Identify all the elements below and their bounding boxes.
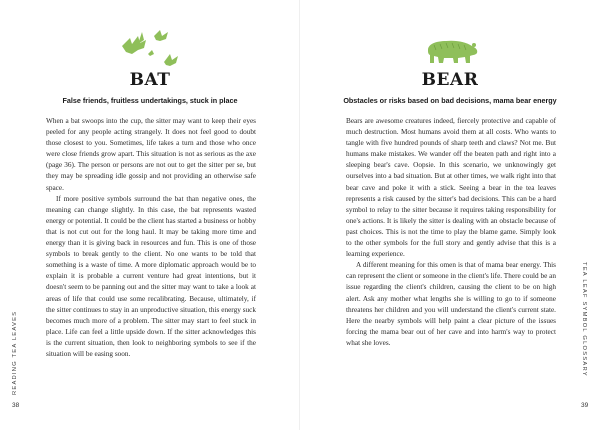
page-number: 38 <box>12 402 20 409</box>
body-paragraph: If more positive symbols surround the bat than negative ones, the meaning can change slightly. In this case, the bat represents wasted energy or potential. It could be the client has started a business or hobby that is not cut out for the long haul. It may be taking more time and energy than it is giving back in resources and fun. This is one of those symbols to break gently to the client. No one wants to be told that something is a waste of time. A more diplomatic approach would be to explain it is probable a current venture had great intentions, but it doesn't seem to be panning out and the sitter may want to take a look at areas of life that could use some recalibrating. Because, ultimately, if the sitter continues to stay in an unproductive situation, this energy suck becomes much more of a problem. The sitter may start to feel stuck in place. Life can feel a little upside down. If the sitter acknowledges this is the current situation, then look to neighboring symbols to see if the situation will be easing soon. <box>46 194 256 358</box>
page-number: 39 <box>581 402 589 409</box>
body-paragraph: A different meaning for this omen is that of mama bear energy. This can represent the client or someone in the client's life. There could be an issue regarding the client's children, causing the client to be on high alert. Ask any mother what lengths she is willing to go to if someone threatens her children and you will understand the client's current state. Here the nearby symbols will help paint a clear picture of the issues forcing the mama bear out of her cave and into harm's way to protect what she loves. <box>346 261 556 347</box>
bear-illustration <box>422 36 482 66</box>
running-head: TEA LEAF SYMBOL GLOSSARY <box>581 262 587 377</box>
entry-title: BAT <box>129 70 171 90</box>
entry-subtitle: False friends, fruitless undertakings, stuck in place <box>62 96 238 105</box>
body-paragraph: When a bat swoops into the cup, the sitter may want to keep their eyes peeled for any people acting strangely. It does not feel good to doubt those closest to you. Sometimes, life takes a turn and those who once were close friends grow apart. This situation is not as serious as the axe (page 36). The person or persons are not out to get the sitter per se, but they may be spreading idle gossip and not providing an otherwise safe space. <box>46 117 256 192</box>
running-head: READING TEA LEAVES <box>12 310 18 395</box>
entry-title: BEAR <box>421 70 479 90</box>
body-paragraph: Bears are awesome creatures indeed, fiercely protective and capable of much destruction. Most humans avoid them at all costs. Who wants to tangle with five hundred pounds of sharp teeth and claws? Not me. But humans make mistakes. We wander off the beaten path and right into a sleeping bear's cave. Oopsie. In this scenario, we unknowingly get ourselves into a bad situation. But at other times, we walk right into that bear cave and poke it with a stick. Seeing a bear in the tea leaves represents a risk caused by the sitter's bad decisions. This can be a hard symbol to relay to the sitter because it requires taking responsibility for one's actions. It is likely the sitter is dealing with an obstacle because of past choices. This is not the time to play the blame game. Simply look to the other symbols for the full story and gently advise that this is a learning experience. <box>346 117 556 259</box>
entry-body <box>46 116 256 360</box>
bat-illustration <box>108 28 198 72</box>
right-page <box>300 0 600 430</box>
entry-subtitle: Obstacles or risks based on bad decisions, mama bear energy <box>343 96 557 105</box>
entry-body <box>346 116 556 349</box>
